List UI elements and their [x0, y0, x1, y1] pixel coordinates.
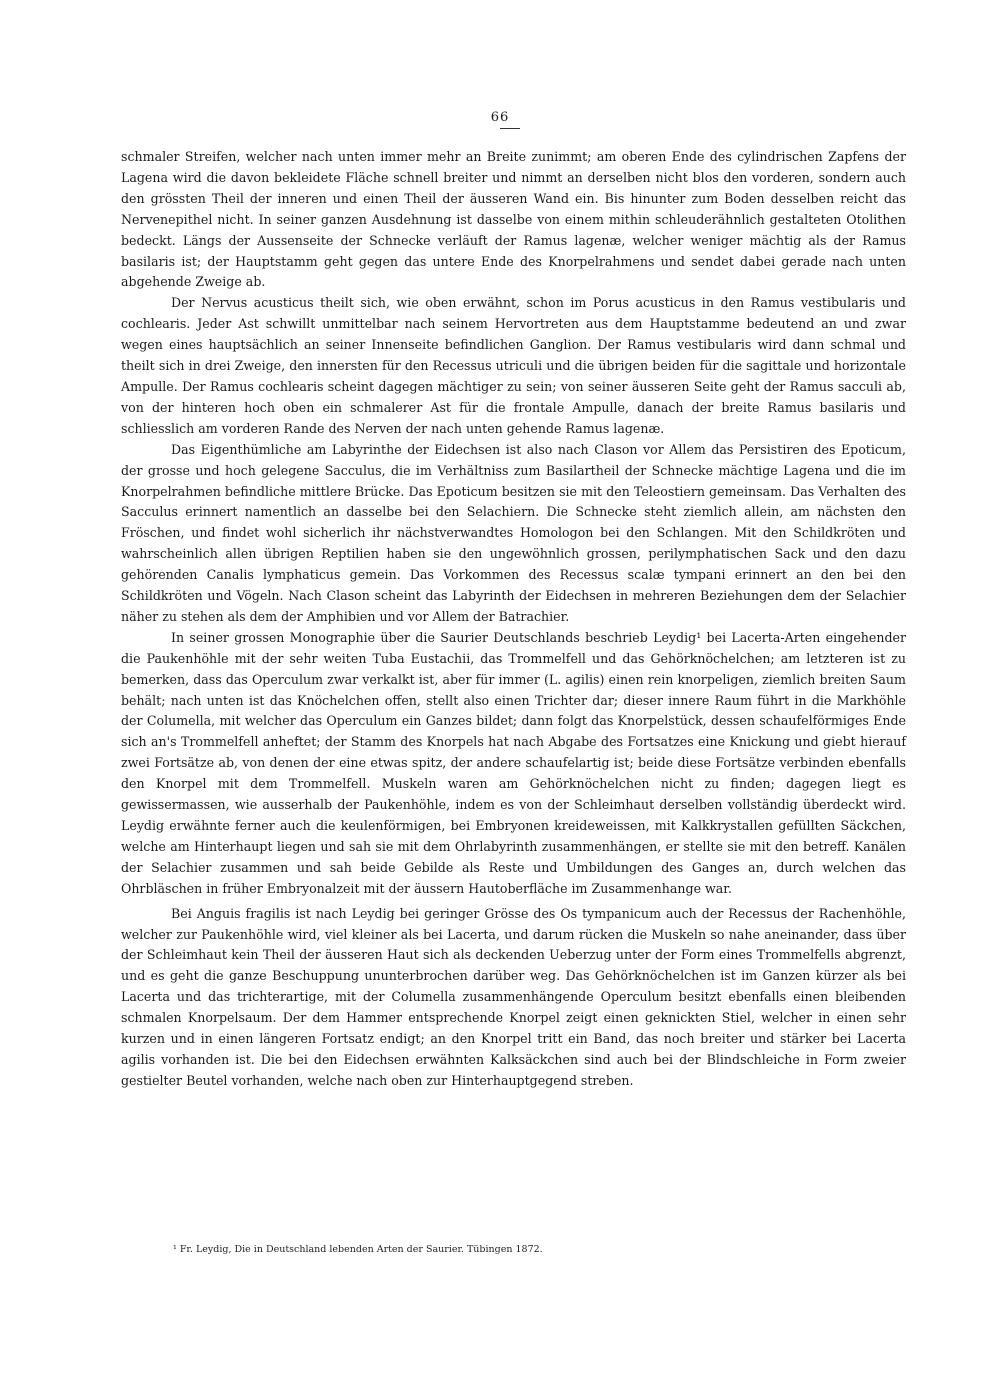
paragraph-2: Der Nervus acusticus theilt sich, wie oben erwähnt, schon im Porus acusticus in den Ramus vestibularis und cochlearis. Jeder Ast schwillt unmittelbar nach seinem Hervortreten aus dem Hauptstamme bedeutend an und zwar wegen eines hauptsächlich an seiner Innenseite befindlichen Ganglion. Der Ramus vestibularis wird dann schmal und theilt sich in drei Zweige, den innersten für den Recessus utriculi und die übrigen beiden für die sagittale und horizontale Ampulle. Der Ramus cochlearis scheint dagegen mächtiger zu sein; von seiner äusseren Seite geht der Ramus sacculi ab, von der hinteren hoch oben ein schmalerer Ast für die frontale Ampulle, danach der breite Ramus basilaris und schliesslich am vorderen Rande des Nerven der nach unten gehende Ramus lagenæ.	[121, 295, 906, 436]
paragraph-5: Bei Anguis fragilis ist nach Leydig bei geringer Grösse des Os tympanicum auch der Recessus der Rachenhöhle, welcher zur Paukenhöhle wird, viel kleiner als bei Lacerta, und darum rücken die Muskeln so nahe aneinander, dass über der Schleimhaut kein Theil der äusseren Haut sich als deckenden Ueberzug unter der Form eines Trommelfells abgrenzt, und es geht die ganze Beschuppung ununterbrochen darüber weg. Das Gehörknöchelchen ist im Ganzen kürzer als bei Lacerta und das trichterartige, mit der Columella zusammenhängende Operculum besitzt ebenfalls einen bleibenden schmalen Knorpelsaum. Der dem Hammer entsprechende Knorpel zeigt einen geknickten Stiel, welcher in einen sehr kurzen und in einen längeren Fortsatz endigt; an den Knorpel tritt ein Band, das noch breiter und stärker bei Lacerta agilis vorhanden ist. Die bei den Eidechsen erwähnten Kalksäckchen sind auch bei der Blindschleiche in Form zweier gestielter Beutel vorhanden, welche nach oben zur Hinterhauptgegend streben.	[121, 905, 906, 1088]
paragraph-1: schmaler Streifen, welcher nach unten immer mehr an Breite zunimmt; am oberen Ende des cylindrischen Zapfens der Lagena wird die davon bekleidete Fläche schnell breiter und nimmt an derselben nicht blos den vorderen, sondern auch den grössten Theil der inneren und einen Theil der äusseren Wand ein. Bis hinunter zum Boden desselben reicht das Nervenepithel nicht. In seiner ganzen Ausdehnung ist dasselbe von einem mithin schleuderähnlich gestalteten Otolithen bedeckt. Längs der Aussenseite der Schnecke verläuft der Ramus lagenæ, welcher weniger mächtig als der Ramus basilaris ist; der Hauptstamm geht gegen das untere Ende des Knorpelrahmens und sendet dabei gerade nach unten abgehende Zweige ab.	[121, 149, 906, 290]
paragraph-3: Das Eigenthümliche am Labyrinthe der Eidechsen ist also nach Clason vor Allem das Persistiren des Epoticum, der grosse und hoch gelegene Sacculus, die im Verhältniss zum Basilartheil der Schnecke mächtige Lagena und die im Knorpelrahmen befindliche mittlere Brücke. Das Epoticum besitzen sie mit den Teleostiern gemeinsam. Das Verhalten des Sacculus erinnert namentlich an dasselbe bei den Selachiern. Die Schnecke steht ziemlich allein, am nächsten den Fröschen, und findet wohl sicherlich ihr nächstverwandtes Homologon bei den Schlangen. Mit den Schildkröten und wahrscheinlich allen übrigen Reptilien haben sie den ungewöhnlich grossen, perilymphatischen Sack und den dazu gehörenden Canalis lymphaticus gemein. Das Vorkommen des Recessus scalæ tympani erinnert an den bei den Schildkröten und Vögeln. Nach Clason scheint das Labyrinth der Eidechsen in mehreren Beziehungen dem der Selachier näher zu stehen als dem der Amphibien und vor Allem der Batrachier.	[121, 441, 906, 624]
page-number-underline	[500, 128, 520, 129]
page-number: 66	[490, 110, 510, 125]
body-text	[121, 147, 906, 1092]
paragraph-4: In seiner grossen Monographie über die Saurier Deutschlands beschrieb Leydig¹ bei Lacerta-Arten eingehender die Paukenhöhle mit der sehr weiten Tuba Eustachii, das Trommelfell und das Gehörknöchelchen; am letzteren ist zu bemerken, dass das Operculum zwar verkalkt ist, aber für immer (L. agilis) einen rein knorpeligen, ziemlich breiten Saum behält; nach unten ist das Knöchelchen offen, stellt also einen Trichter dar; dieser innere Raum führt in die Markhöhle der Columella, mit welcher das Operculum ein Ganzes bildet; dann folgt das Knorpelstück, dessen schaufelförmiges Ende sich an's Trommelfell anheftet; der Stamm des Knorpels hat nach Abgabe des Fortsatzes eine Knickung und giebt hierauf zwei Fortsätze ab, von denen der eine etwas spitz, der andere schaufelartig ist; beide diese Fortsätze verbinden ebenfalls den Knorpel mit dem Trommelfell. Muskeln waren am Gehörknöchelchen nicht zu finden; dagegen liegt es gewissermassen, wie ausserhalb der Paukenhöhle, indem es von der Schleimhaut derselben vollständig überdeckt wird. Leydig erwähnte ferner auch die keulenförmigen, bei Embryonen kreideweissen, mit Kalkkrystallen gefüllten Säckchen, welche am Hinterhaupt liegen und sah sie mit dem Ohrlabyrinth zusammenhängen, er stellte sie mit den betreff. Kanälen der Selachier zusammen und sah beide Gebilde als Reste und Umbildungen des Ganges an, durch welchen das Ohrbläschen in früher Embryonalzeit mit der äussern Hautoberfläche im Zusammenhange war.	[121, 629, 906, 896]
footnote: ¹ Fr. Leydig, Die in Deutschland lebenden Arten der Saurier. Tübingen 1872.	[173, 1244, 543, 1255]
